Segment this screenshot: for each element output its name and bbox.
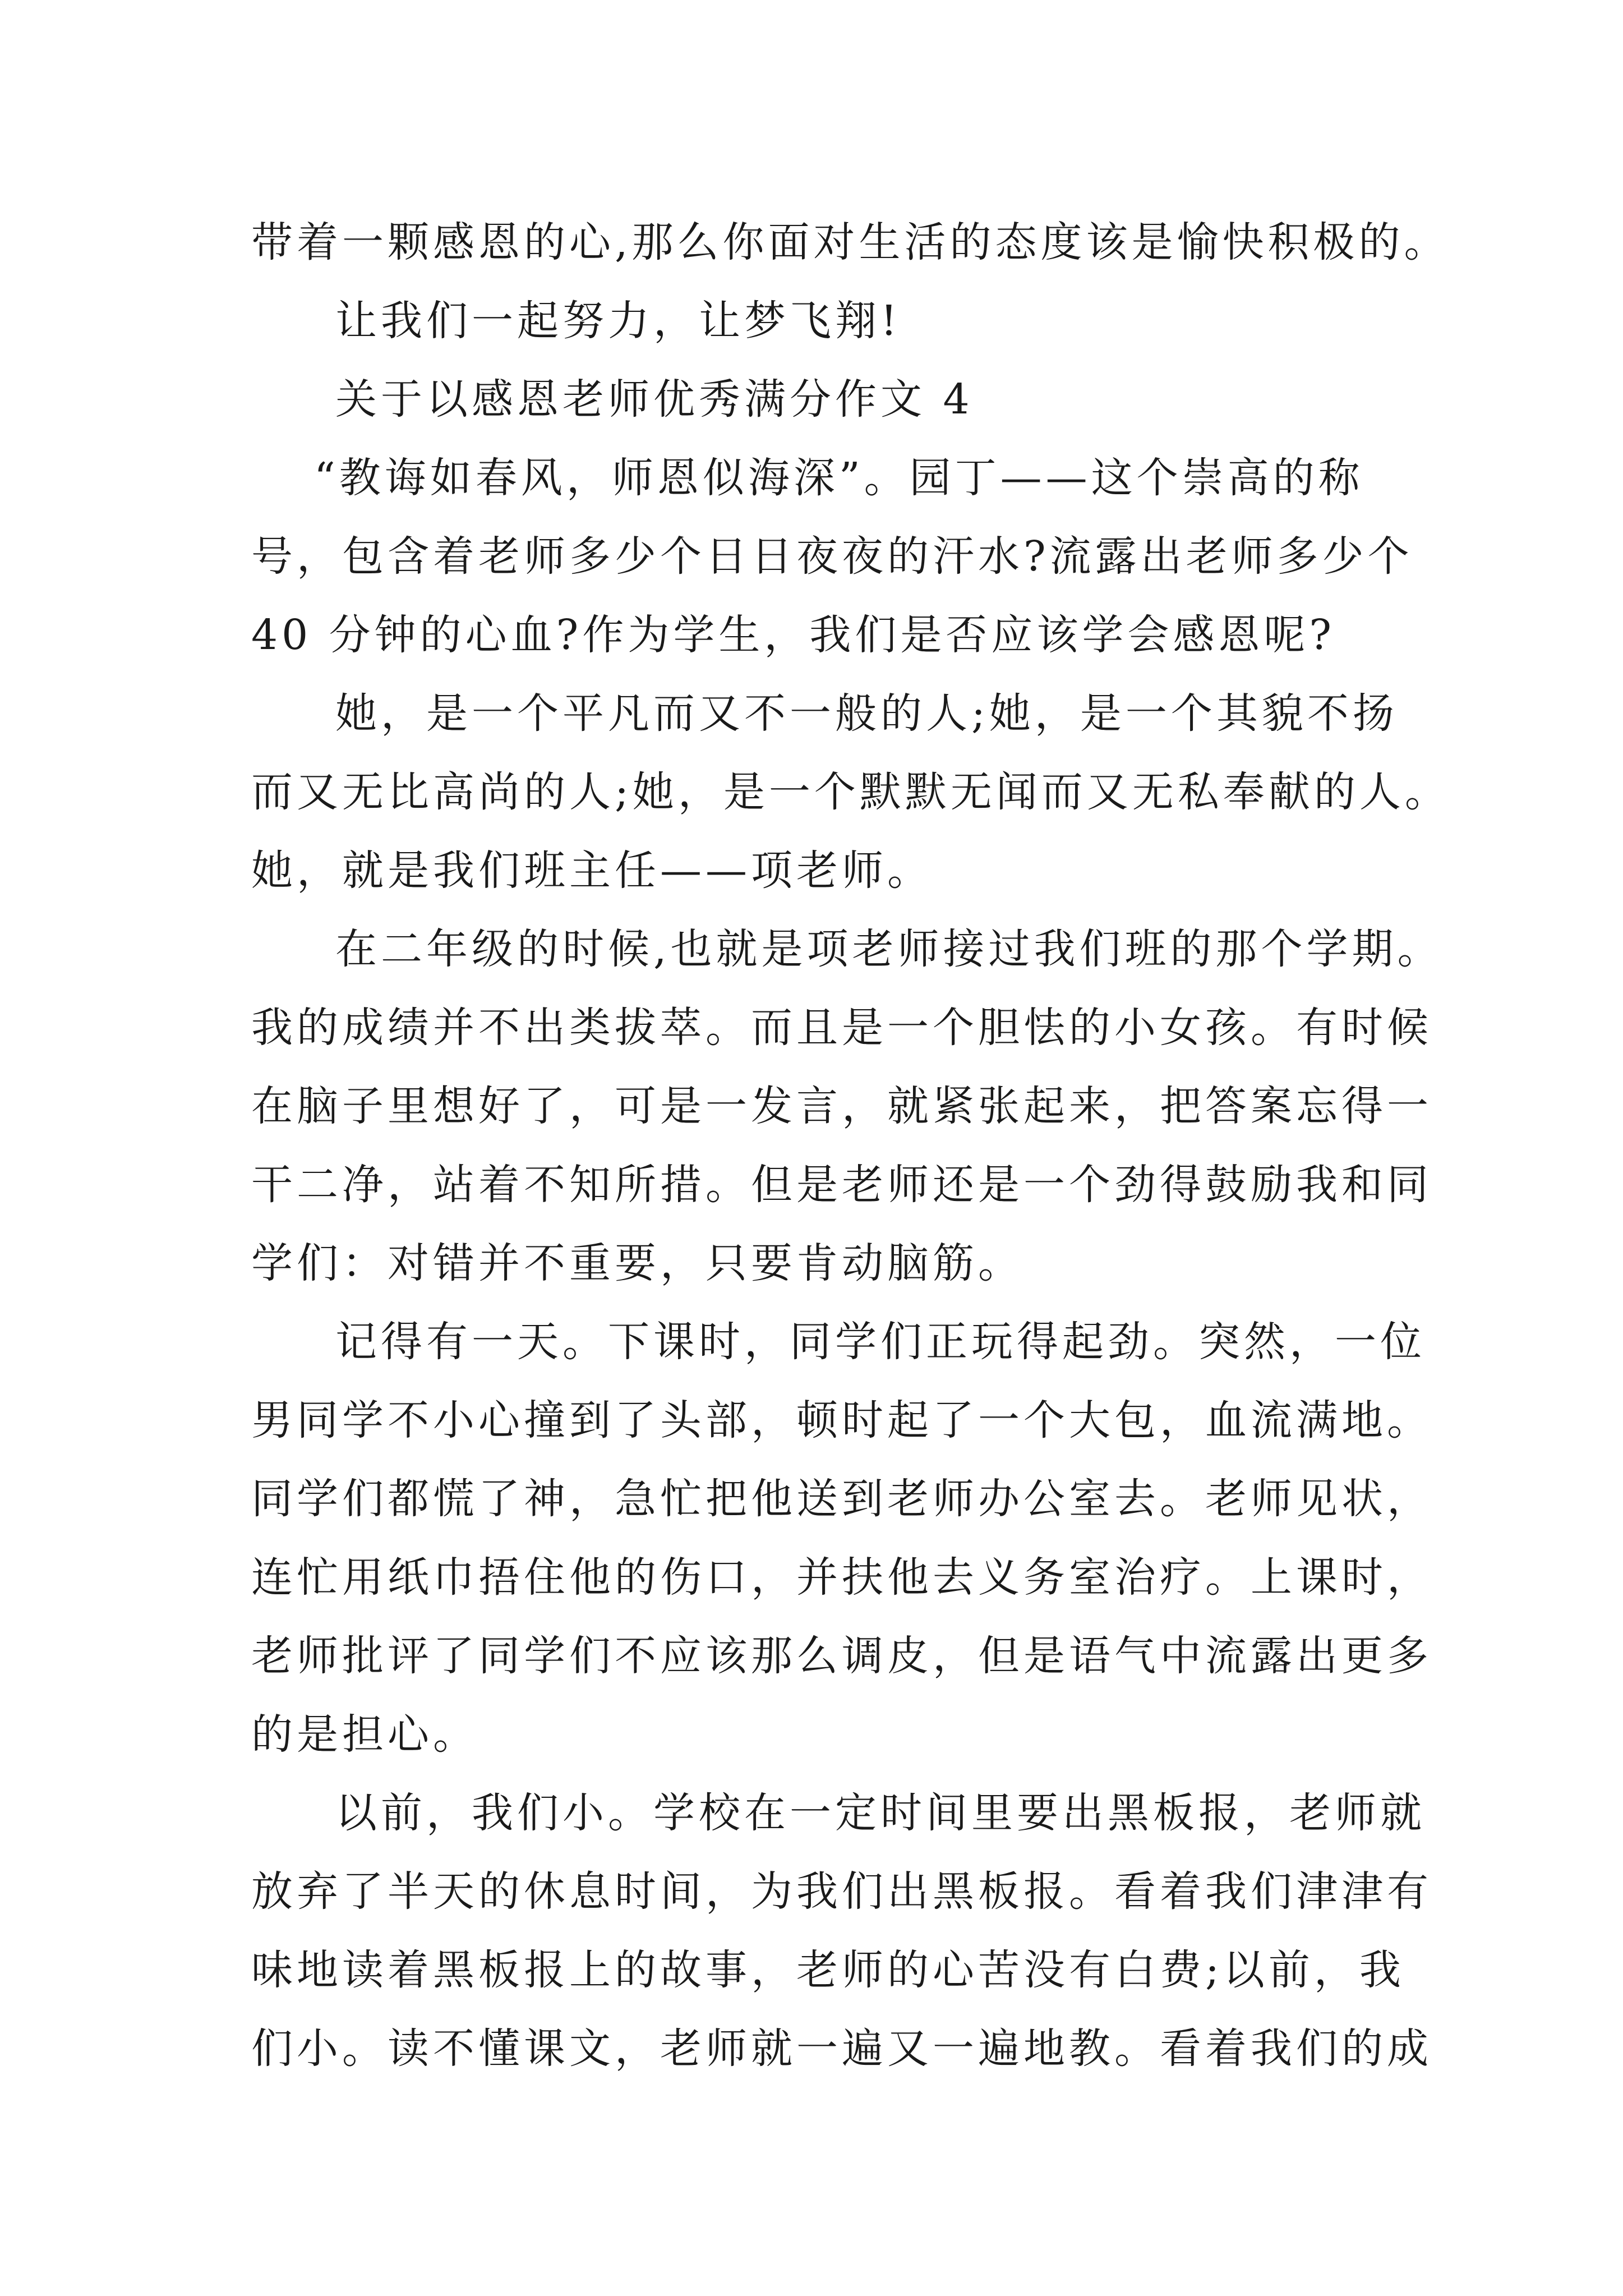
text-line-14: 学们：对错并不重要，只要肯动脑筋。 bbox=[251, 1239, 1023, 1287]
text-line-11: 我的成绩并不出类拔萃。而且是一个胆怯的小女孩。有时候 bbox=[251, 1004, 1432, 1052]
text-line-24: 们小。读不懂课文，老师就一遍又一遍地教。看着我们的成 bbox=[251, 2024, 1432, 2073]
text-line-17: 同学们都慌了神，急忙把他送到老师办公室去。老师见状， bbox=[251, 1475, 1432, 1523]
text-line-5: 号，包含着老师多少个日日夜夜的汗水?流露出老师多少个 bbox=[251, 532, 1413, 581]
text-line-19: 老师批评了同学们不应该那么调皮，但是语气中流露出更多 bbox=[251, 1632, 1432, 1680]
text-line-10: 在二年级的时候,也就是项老师接过我们班的那个学期。 bbox=[335, 925, 1443, 973]
text-line-12: 在脑子里想好了，可是一发言，就紧张起来，把答案忘得一 bbox=[251, 1082, 1432, 1130]
section-heading: 关于以感恩老师优秀满分作文 4 bbox=[335, 375, 974, 424]
text-line-16: 男同学不小心撞到了头部，顿时起了一个大包，血流满地。 bbox=[251, 1396, 1432, 1444]
text-line-22: 放弃了半天的休息时间，为我们出黑板报。看着我们津津有 bbox=[251, 1867, 1432, 1916]
text-line-20: 的是担心。 bbox=[251, 1710, 478, 1759]
text-line-1: 带着一颗感恩的心,那么你面对生活的态度该是愉快积极的。 bbox=[251, 218, 1450, 266]
text-line-6: 40 分钟的心血?作为学生，我们是否应该学会感恩呢? bbox=[251, 611, 1336, 659]
text-line-15: 记得有一天。下课时，同学们正玩得起劲。突然，一位 bbox=[335, 1318, 1426, 1366]
text-line-23: 味地读着黑板报上的故事，老师的心苦没有白费;以前，我 bbox=[251, 1946, 1405, 1994]
text-line-4: “教诲如春风，师恩似海深”。园丁——这个崇高的称 bbox=[314, 454, 1364, 502]
text-line-2: 让我们一起努力，让梦飞翔! bbox=[335, 297, 901, 345]
text-line-7: 她，是一个平凡而又不一般的人;她，是一个其貌不扬 bbox=[335, 689, 1398, 738]
text-line-8: 而又无比高尚的人;她，是一个默默无闻而又无私奉献的人。 bbox=[251, 768, 1450, 816]
text-line-18: 连忙用纸巾捂住他的伤口，并扶他去义务室治疗。上课时， bbox=[251, 1553, 1432, 1602]
text-line-9: 她，就是我们班主任——项老师。 bbox=[251, 846, 933, 895]
text-line-13: 干二净，站着不知所措。但是老师还是一个劲得鼓励我和同 bbox=[251, 1161, 1432, 1209]
text-line-21: 以前，我们小。学校在一定时间里要出黑板报，老师就 bbox=[335, 1789, 1426, 1837]
